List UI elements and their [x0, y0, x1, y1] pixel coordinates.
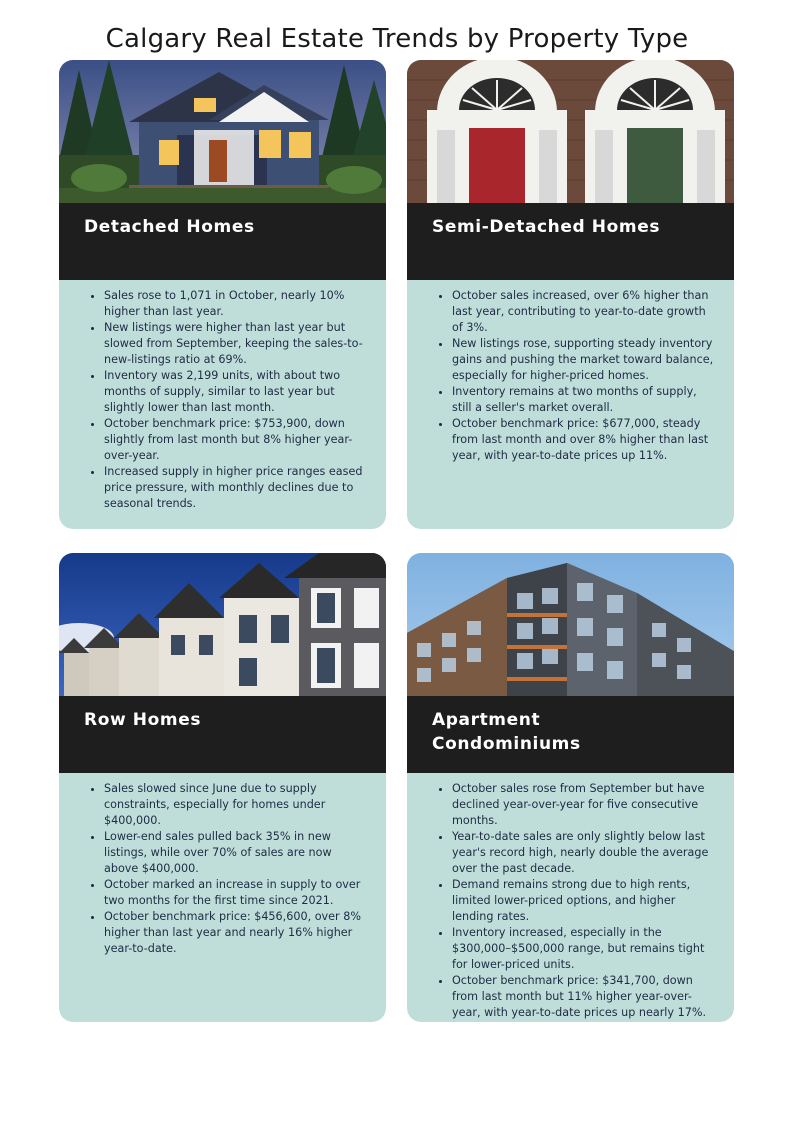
- card-title-band: [407, 203, 734, 280]
- list-item: • October benchmark price: $456,600, over 8% higher than last year and nearly 16% higher year-to-date.: [104, 909, 366, 957]
- card-title-band: [407, 696, 734, 773]
- list-item: • Sales rose to 1,071 in October, nearly 10% higher than last year.: [104, 288, 366, 320]
- list-item: • Sales slowed since June due to supply constraints, especially for homes under $400,000.: [104, 781, 366, 829]
- list-item: • Lower-end sales pulled back 35% in new listings, while over 70% of sales are now above $400,000.: [104, 829, 366, 877]
- page-title: Calgary Real Estate Trends by Property Type: [105, 24, 689, 54]
- row-homes-photo: [59, 553, 386, 696]
- property-card-row-homes: [59, 553, 386, 1022]
- list-item: • October marked an increase in supply to over two months for the first time since 2021.: [104, 877, 366, 909]
- detached-house-photo: [59, 60, 386, 203]
- semi-detached-doors-photo: [407, 60, 734, 203]
- card-title: Detached Homes: [84, 217, 255, 237]
- bullet-list: [59, 781, 386, 957]
- property-card-apartment-condominiums: [407, 553, 734, 1022]
- list-item: • Inventory remains at two months of supply, still a seller's market overall.: [452, 384, 714, 416]
- list-item: • October benchmark price: $753,900, down slightly from last month but 8% higher year-over-year.: [104, 416, 366, 464]
- list-item: • October sales rose from September but have declined year-over-year for five consecutive months.: [452, 781, 714, 829]
- bullet-list: [407, 288, 734, 464]
- list-item: • October benchmark price: $341,700, down from last month but 11% higher year-over-year, with year-to-date prices up nearly 17%.: [452, 973, 714, 1021]
- card-title: Row Homes: [84, 710, 202, 730]
- card-title: Semi-Detached Homes: [432, 217, 661, 237]
- list-item: • Increased supply in higher price ranges eased price pressure, with monthly declines due to seasonal trends.: [104, 464, 366, 512]
- list-item: • Inventory was 2,199 units, with about two months of supply, similar to last year but slightly lower than last month.: [104, 368, 366, 416]
- list-item: • Inventory increased, especially in the $300,000–$500,000 range, but remains tight for lower-priced units.: [452, 925, 714, 973]
- property-card-semi-detached: [407, 60, 734, 529]
- list-item: • October benchmark price: $677,000, steady from last month and over 8% higher than last year, with year-to-date prices up 11%.: [452, 416, 714, 464]
- card-title-band: [59, 696, 386, 773]
- list-item: • New listings rose, supporting steady inventory gains and pushing the market toward balance, especially for higher-priced homes.: [452, 336, 714, 384]
- property-card-detached: [59, 60, 386, 529]
- apartment-building-photo: [407, 553, 734, 696]
- list-item: • Year-to-date sales are only slightly below last year's record high, nearly double the average over the past decade.: [452, 829, 714, 877]
- bullet-list: [59, 288, 386, 512]
- list-item: • Demand remains strong due to high rents, limited lower-priced options, and higher lending rates.: [452, 877, 714, 925]
- list-item: • October sales increased, over 6% higher than last year, contributing to year-to-date growth of 3%.: [452, 288, 714, 336]
- card-title: Apartment Condominiums: [432, 710, 581, 754]
- bullet-list: [407, 781, 734, 1021]
- card-title-band: [59, 203, 386, 280]
- list-item: • New listings were higher than last year but slowed from September, keeping the sales-to-new-listings ratio at 69%.: [104, 320, 366, 368]
